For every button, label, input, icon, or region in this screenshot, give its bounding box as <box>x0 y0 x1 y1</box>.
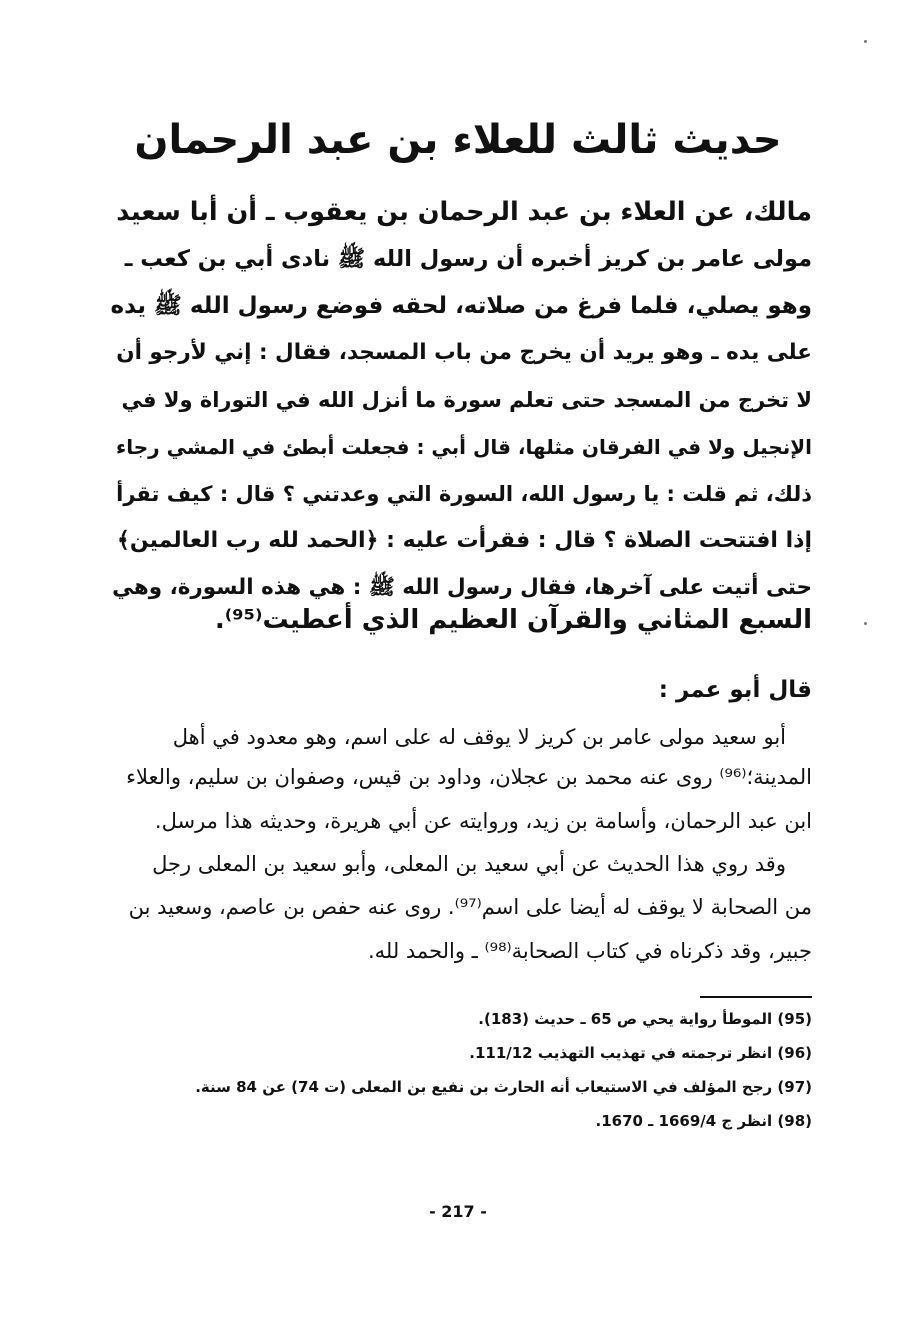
hadith-line: لا تخرج من المسجد حتى تعلم سورة ما أنزل الله في التوراة ولا في <box>121 388 812 412</box>
hadith-line: وهو يصلي، فلما فرغ من صلاته، لحقه فوضع رسول الله ﷺ يده <box>110 293 812 319</box>
hadith-line: على يده ـ وهو يريد أن يخرج من باب المسجد، فقال : إني لأرجو أن <box>116 340 812 365</box>
hadith-line: ذلك، ثم قلت : يا رسول الله، السورة التي وعدتني ؟ قال : كيف تقرأ <box>116 482 812 506</box>
comment-line: أبو سعيد مولى عامر بن كريز لا يوقف له على اسم، وهو معدود في أهل <box>172 725 786 749</box>
page-title: حديث ثالث للعلاء بن عبد الرحمان <box>134 117 782 163</box>
comment-line: وقد روي هذا الحديث عن أبي سعيد بن المعلى، وأبو سعيد بن المعلى رجل <box>152 852 786 876</box>
hadith-line: مالك، عن العلاء بن عبد الرحمان بن يعقوب ـ أن أبا سعيد <box>116 197 812 227</box>
comment-line: ابن عبد الرحمان، وأسامة بن زيد، وروايته عن أبي هريرة، وحديثه هذا مرسل. <box>154 809 812 833</box>
comment-line: المدينة؛⁽⁹⁶⁾ روى عنه محمد بن عجلان، وداود بن قيس، وصفوان بن سليم، والعلاء <box>126 765 812 789</box>
scan-speck <box>864 40 867 43</box>
comment-line: من الصحابة لا يوقف له أيضا على اسم⁽⁹⁷⁾. روى عنه حفص بن عاصم، وسعيد بن <box>128 895 812 919</box>
comment-line: جبير، وقد ذكرناه في كتاب الصحابة⁽⁹⁸⁾ ـ والحمد لله. <box>367 939 812 963</box>
hadith-line: إذا افتتحت الصلاة ؟ قال : فقرأت عليه : ﴿الحمد لله رب العالمين﴾ <box>116 528 812 553</box>
footnote-divider <box>700 996 812 998</box>
hadith-line: مولى عامر بن كريز أخبره أن رسول الله ﷺ نادى أبي بن كعب ـ <box>124 246 812 272</box>
comment-heading: قال أبو عمر : <box>658 677 812 703</box>
hadith-line: الإنجيل ولا في الفرقان مثلها، قال أبي : فجعلت أبطئ في المشي رجاء <box>115 435 812 459</box>
hadith-line: حتى أتيت على آخرها، فقال رسول الله ﷺ : هي هذه السورة، وهي <box>112 575 812 600</box>
footnote: (96) انظر ترجمته في تهذيب التهذيب 111/12. <box>469 1044 812 1062</box>
hadith-line: السبع المثاني والقرآن العظيم الذي أعطيت⁽⁹⁵⁾. <box>214 605 812 635</box>
footnote: (95) الموطأ رواية يحي ص 65 ـ حديث (183). <box>478 1010 812 1028</box>
footnote: (97) رجح المؤلف في الاستيعاب أنه الحارث بن نفيع بن المعلى (ت 74) عن 84 سنة. <box>195 1078 812 1096</box>
footnote: (98) انظر ج 1669/4 ـ 1670. <box>595 1112 812 1130</box>
page-number: - 217 - <box>429 1202 487 1221</box>
scan-speck <box>864 622 867 625</box>
